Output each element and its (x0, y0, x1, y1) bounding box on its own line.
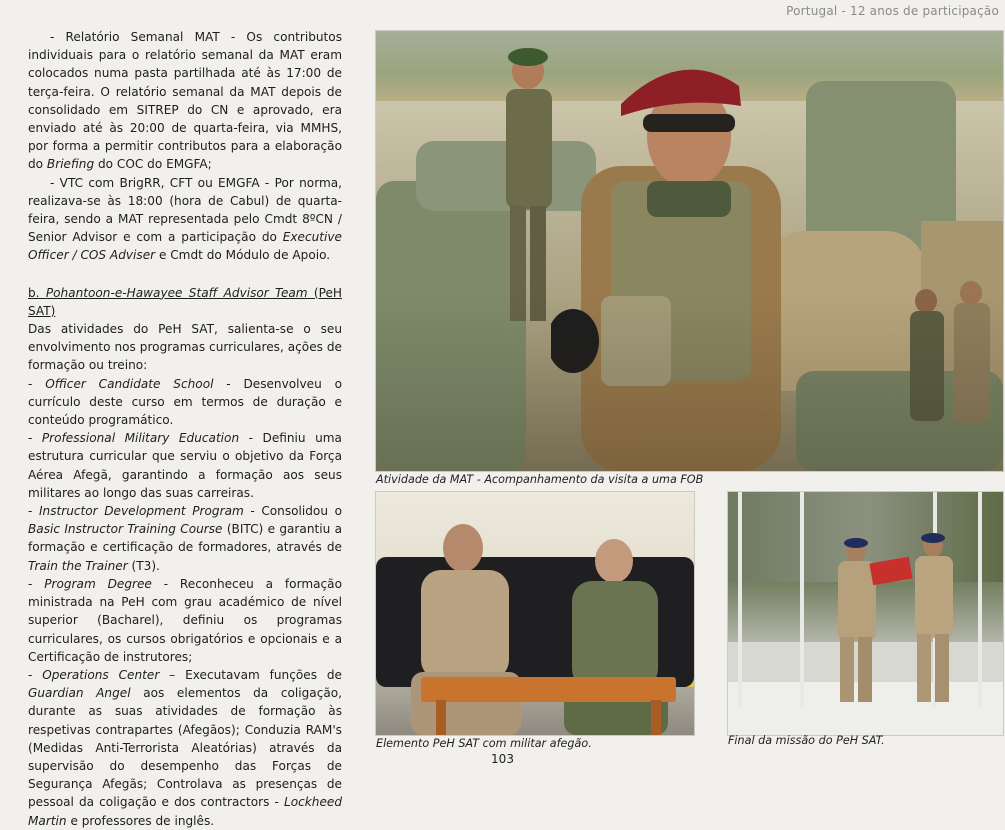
photo-fob-shading (376, 31, 1003, 471)
flagpole-4 (978, 492, 982, 707)
paragraph-vtc: - VTC com BrigRR, CFT ou EMGFA - Por norma, realizava-se às 18:00 (hora de Cabul) de quarta-feira, sendo a MAT representada pelo Cmdt 8ºCN / Senior Advisor e com a participação do Executive Officer / COS Adviser e Cmdt do Módulo de Apoio. (28, 175, 342, 263)
section-title-peh-sat: b. Pohantoon-e-Hawayee Staff Advisor Team (PeH SAT) (28, 285, 343, 318)
photo-fob-visit (375, 30, 1004, 472)
coffee-table (421, 677, 676, 702)
paragraph-pme: - Professional Military Education - Definiu uma estrutura curricular que serviu o objetivo da Força Aérea Afegã, garantindo a formação aos seus militares ao longo das suas carreiras. (28, 431, 342, 500)
photo-flag-ceremony (727, 491, 1004, 736)
table-leg-right (651, 700, 661, 735)
caption-photo-ceremony: Final da missão do PeH SAT. (728, 734, 885, 747)
paragraph-operations-center: - Operations Center – Executavam funções de Guardian Angel aos elementos da coligação, durante as suas atividades de formação às respetivas contrapartes (Afegãos); Conduzia RAM's (Medidas Anti-Terrorista Aleatórias) através da supervisão do desempenho das Forças de Segurança Afegãs; Controlava as presenças de pessoal da coligação e dos contractors - Lockheed Martin e professores de inglês. (28, 667, 342, 828)
photo-peh-sat-meeting (375, 491, 695, 736)
portuguese-officer-figure (401, 522, 531, 735)
paragraph-intro: Das atividades do PeH SAT, salienta-se o seu envolvimento nos programas curriculares, ações de formação ou treino: (28, 322, 342, 373)
paragraph-idp: - Instructor Development Program - Consolidou o Basic Instructor Training Course (BITC) e garantiu a formação e certificação de formadores, através de Train the Trainer (T3). (28, 504, 342, 573)
soldier-right-folding-flag (903, 532, 963, 707)
body-text-column (28, 28, 342, 830)
caption-photo-meeting: Elemento PeH SAT com militar afegão. (376, 737, 592, 750)
running-header: Portugal - 12 anos de participação (786, 4, 999, 18)
paragraph-program-degree: - Program Degree - Reconheceu a formação ministrada na PeH com grau académico de nível superior (Bacharel), definiu os programas curriculares, os cursos obrigatórios e opcionais e a Certificação de instrutores; (28, 576, 342, 664)
paragraph-ocs: - Officer Candidate School - Desenvolveu o currículo deste curso em termos de duração e conteúdo programático. (28, 376, 342, 428)
paragraph-weekly-report: - Relatório Semanal MAT - Os contributos individuais para o relatório semanal da MAT eram colocados numa pasta partilhada até às 17:00 de terça-feira. O relatório semanal da MAT depois de consolidado em SITREP do CN e aprovado, era enviado até às 20:00 de quarta-feira, via MMHS, por forma a permitir contributos para a elaboração do Briefing do COC do EMGFA; (28, 30, 342, 172)
caption-photo-fob: Atividade da MAT - Acompanhamento da visita a uma FOB (376, 473, 704, 486)
table-leg-left (436, 700, 446, 735)
page-number: 103 (491, 752, 514, 766)
flagpole-1 (738, 492, 742, 707)
flagpole-2 (800, 492, 804, 707)
